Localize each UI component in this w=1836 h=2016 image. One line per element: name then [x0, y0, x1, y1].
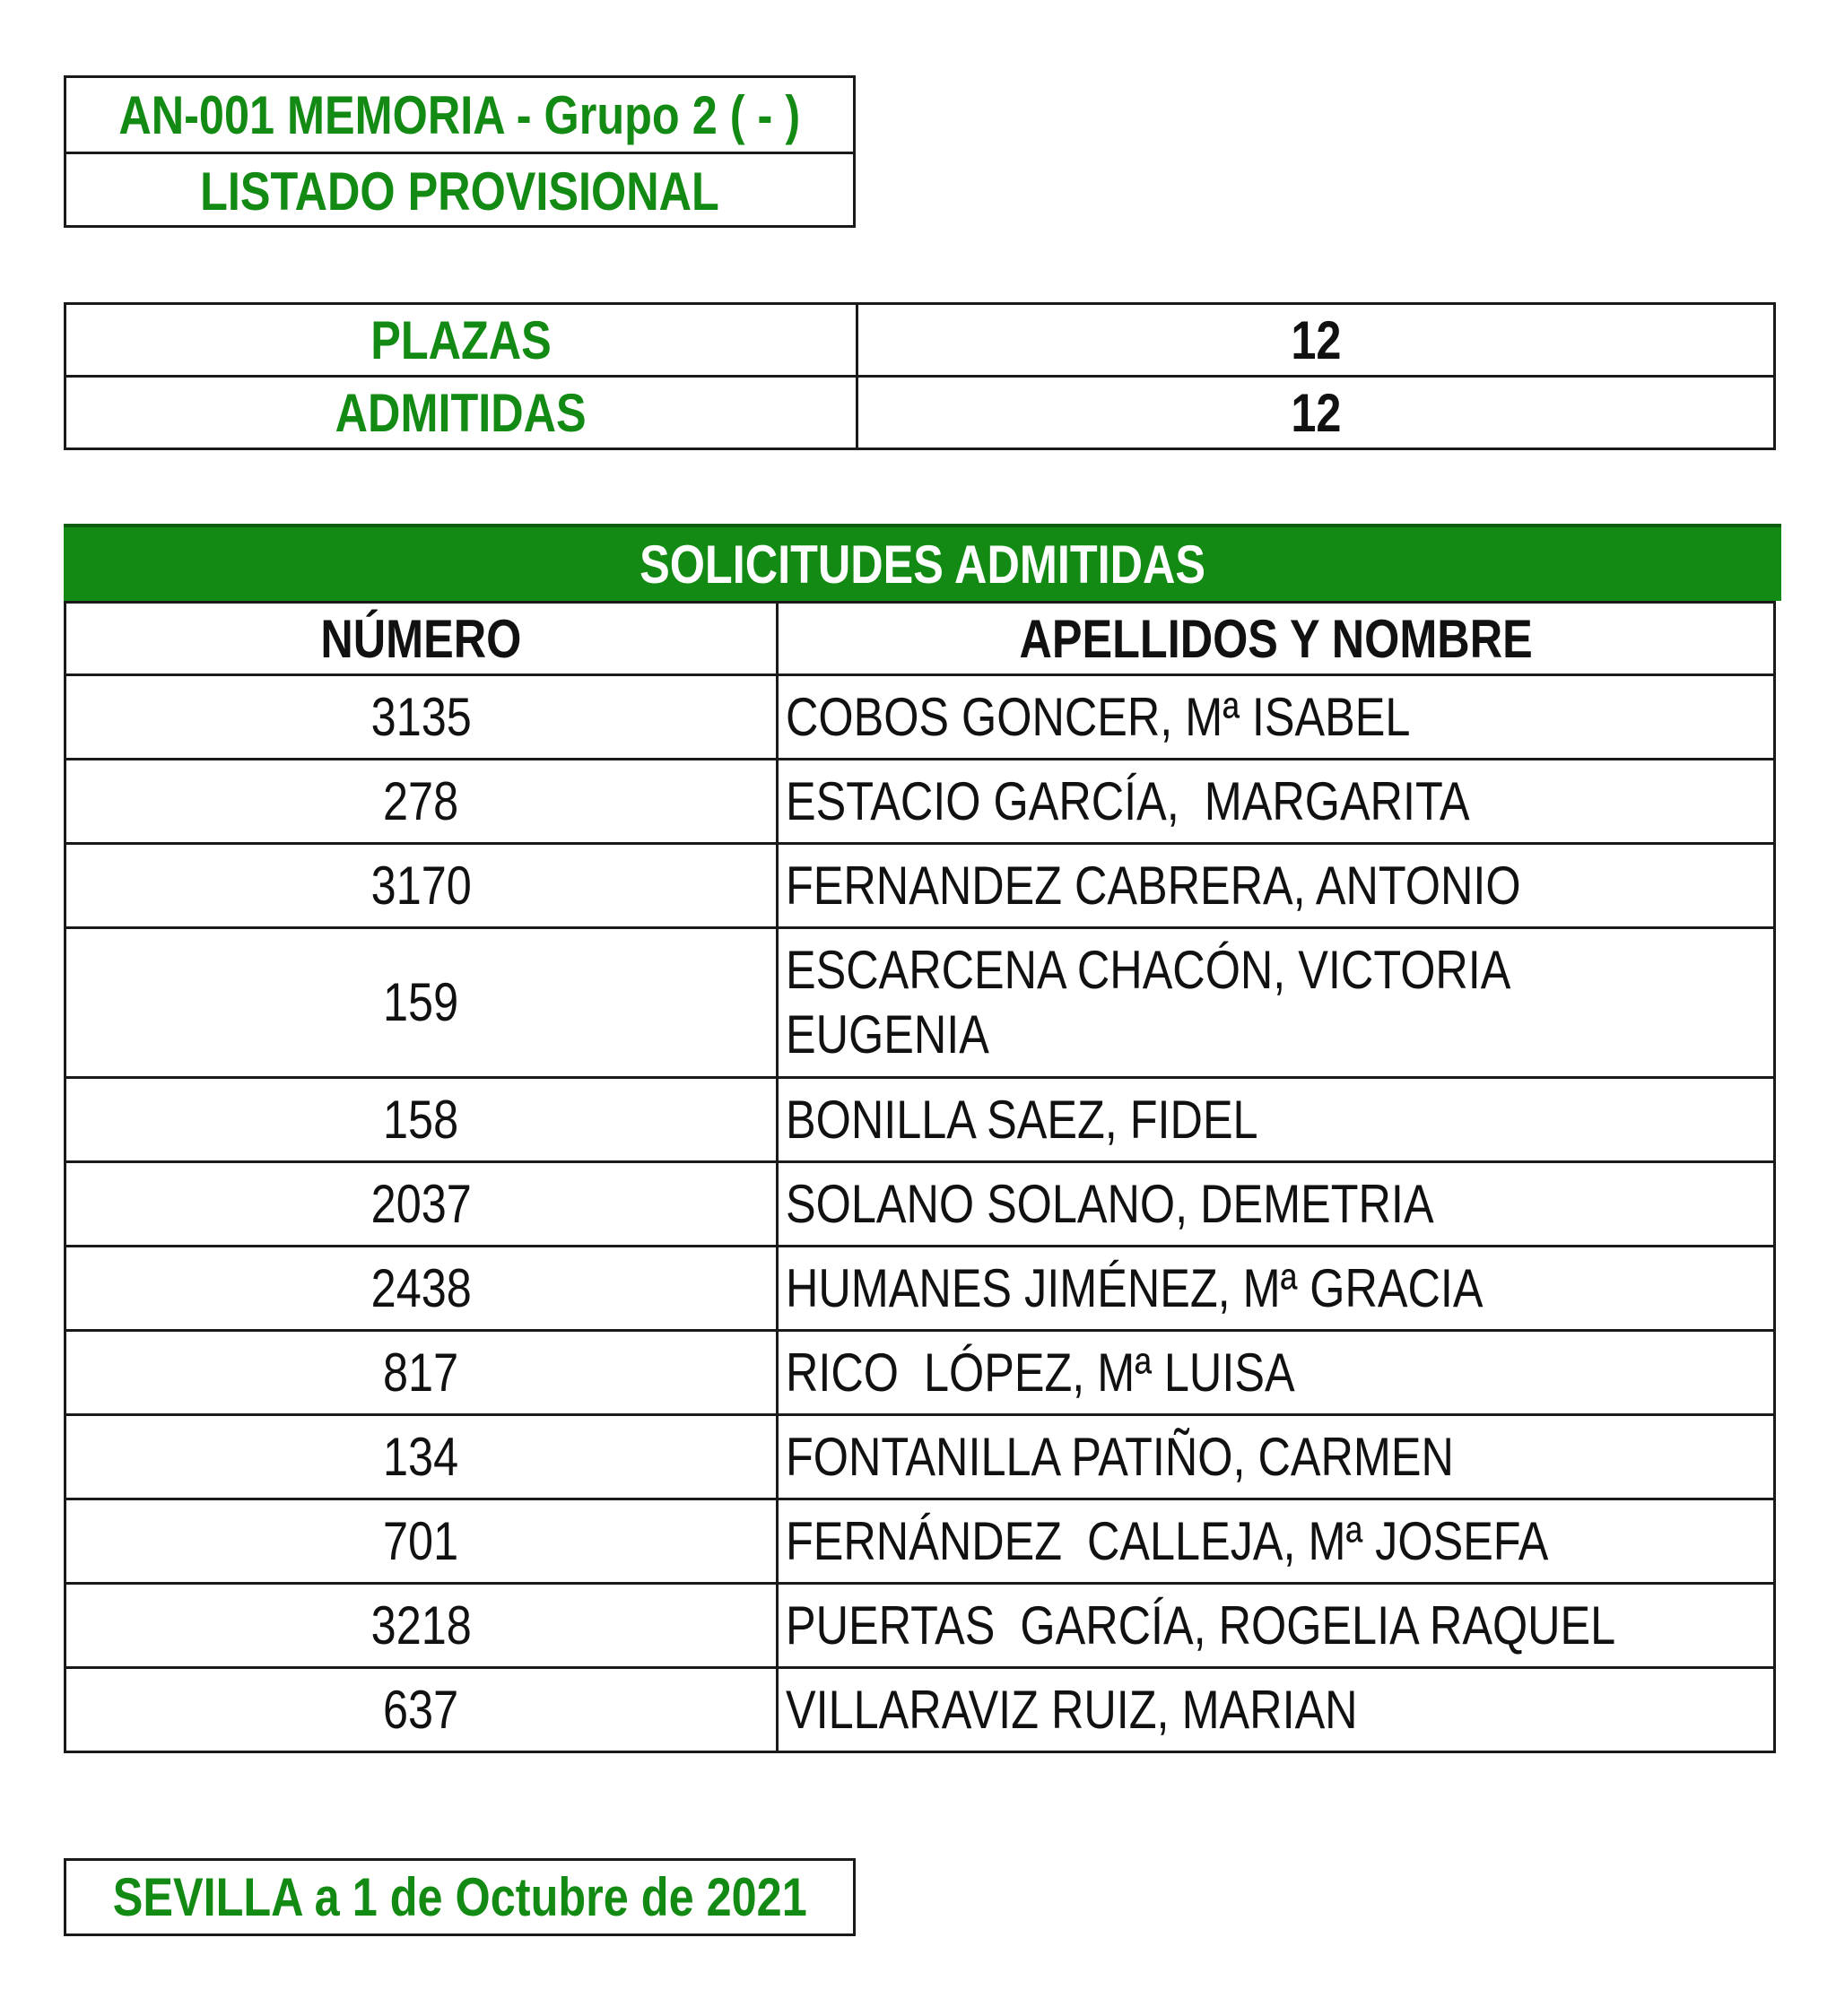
document-subtitle-row	[66, 152, 853, 228]
row-nombre	[777, 1078, 1774, 1162]
row-numero	[65, 760, 778, 844]
row-nombre	[777, 1499, 1774, 1584]
row-numero	[65, 1162, 778, 1247]
admitted-table	[64, 601, 1776, 1753]
row-numero	[65, 928, 778, 1078]
table-row	[65, 1247, 1775, 1331]
row-numero	[65, 1499, 778, 1584]
place-date: SEVILLA a 1 de Octubre de 2021	[112, 1867, 807, 1927]
row-numero	[65, 1584, 778, 1668]
row-nombre-text: BONILLA SAEZ, FIDEL	[785, 1089, 1258, 1150]
admitidas-label-cell	[65, 377, 857, 449]
row-numero	[65, 1247, 778, 1331]
admitidas-label: ADMITIDAS	[335, 382, 587, 443]
row-numero-text: 134	[383, 1426, 459, 1487]
admitted-section	[64, 524, 1781, 1753]
row-nombre	[777, 1247, 1774, 1331]
row-numero-text: 159	[383, 972, 459, 1032]
row-nombre-line2: EUGENIA	[785, 1004, 989, 1064]
plazas-label-cell	[65, 304, 857, 377]
row-numero	[65, 1415, 778, 1499]
row-nombre-line1: ESCARCENA CHACÓN, VICTORIA	[785, 940, 1510, 1000]
row-nombre-text: COBOS GONCER, Mª ISABEL	[785, 686, 1410, 747]
document-title-row	[66, 78, 853, 152]
row-numero	[65, 1331, 778, 1415]
admitidas-value-cell	[857, 377, 1775, 449]
table-row	[65, 928, 1775, 1078]
document-title: AN-001 MEMORIA - Grupo 2 ( - )	[118, 84, 801, 145]
row-nombre	[777, 844, 1774, 928]
row-nombre-text: ESTACIO GARCÍA, MARGARITA	[785, 770, 1470, 831]
row-numero-text: 3135	[370, 686, 472, 747]
column-header-nombre-label: APELLIDOS Y NOMBRE	[1019, 608, 1533, 669]
plazas-label: PLAZAS	[370, 309, 552, 370]
place-date-box	[64, 1858, 856, 1936]
summary-row-admitidas	[65, 377, 1775, 449]
table-row	[65, 1331, 1775, 1415]
column-header-numero-label: NÚMERO	[320, 608, 522, 669]
summary-row-plazas	[65, 304, 1775, 377]
row-nombre	[777, 1668, 1774, 1752]
table-row	[65, 1499, 1775, 1584]
row-nombre-text: FERNANDEZ CABRERA, ANTONIO	[785, 855, 1521, 916]
row-nombre	[777, 928, 1774, 1078]
admitted-banner	[64, 524, 1781, 601]
admitted-banner-text: SOLICITUDES ADMITIDAS	[640, 534, 1205, 595]
table-row	[65, 675, 1775, 760]
row-numero	[65, 844, 778, 928]
row-nombre	[777, 1415, 1774, 1499]
table-row	[65, 1584, 1775, 1668]
row-nombre-text: PUERTAS GARCÍA, ROGELIA RAQUEL	[785, 1595, 1615, 1655]
row-nombre	[777, 1584, 1774, 1668]
row-numero-text: 3170	[370, 855, 472, 916]
row-numero-text: 278	[383, 770, 459, 831]
plazas-value-cell	[857, 304, 1775, 377]
table-row	[65, 1078, 1775, 1162]
row-numero-text: 637	[383, 1679, 459, 1740]
table-row	[65, 844, 1775, 928]
row-nombre	[777, 760, 1774, 844]
row-nombre-text: RICO LÓPEZ, Mª LUISA	[785, 1342, 1295, 1403]
row-nombre-text: HUMANES JIMÉNEZ, Mª GRACIA	[785, 1257, 1484, 1318]
admitted-table-header	[65, 603, 1775, 675]
row-numero	[65, 1078, 778, 1162]
summary-table	[64, 302, 1776, 450]
table-row	[65, 1668, 1775, 1752]
column-header-nombre	[777, 603, 1774, 675]
row-nombre-text: VILLARAVIZ RUIZ, MARIAN	[785, 1679, 1358, 1740]
row-numero-text: 3218	[370, 1595, 472, 1655]
row-nombre-text: FERNÁNDEZ CALLEJA, Mª JOSEFA	[785, 1510, 1549, 1571]
row-nombre-text: SOLANO SOLANO, DEMETRIA	[785, 1173, 1434, 1234]
column-header-numero	[65, 603, 778, 675]
row-numero-text: 701	[383, 1510, 459, 1571]
admitidas-value: 12	[1290, 382, 1342, 443]
table-row	[65, 1415, 1775, 1499]
row-nombre	[777, 675, 1774, 760]
table-row	[65, 1162, 1775, 1247]
row-nombre	[777, 1331, 1774, 1415]
row-numero-text: 2438	[370, 1257, 472, 1318]
row-numero-text: 158	[383, 1089, 459, 1150]
row-nombre	[777, 1162, 1774, 1247]
row-numero	[65, 1668, 778, 1752]
row-nombre-text: FONTANILLA PATIÑO, CARMEN	[785, 1426, 1454, 1487]
row-numero-text: 2037	[370, 1173, 472, 1234]
row-numero	[65, 675, 778, 760]
document-header	[64, 75, 856, 228]
plazas-value: 12	[1290, 309, 1342, 370]
table-row	[65, 760, 1775, 844]
document-subtitle: LISTADO PROVISIONAL	[200, 161, 719, 222]
row-numero-text: 817	[383, 1342, 459, 1403]
